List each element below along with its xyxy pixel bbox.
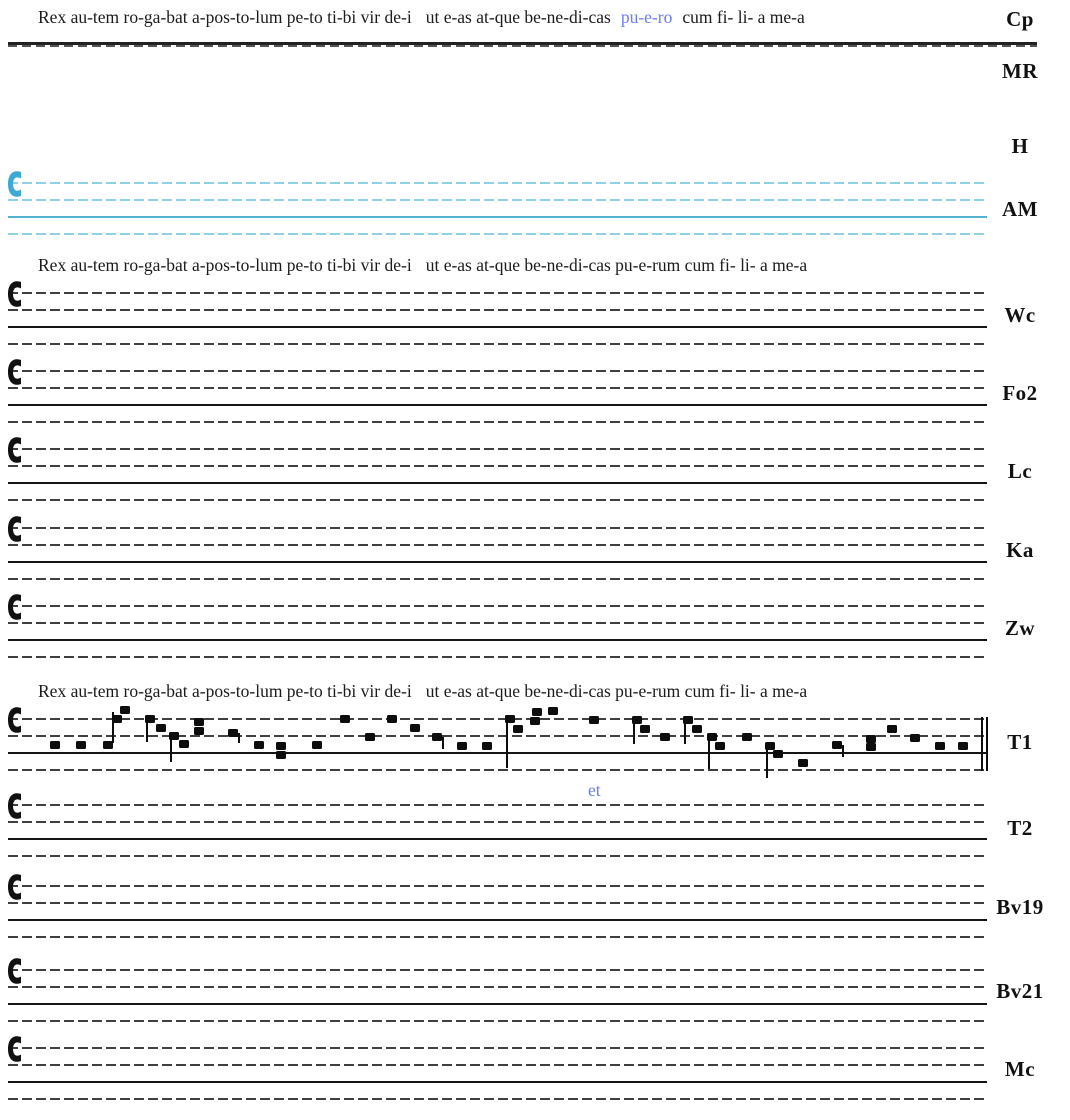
lyric-line-t1 [38, 680, 807, 702]
source-label-Lc: Lc [1007, 459, 1033, 483]
square-note [76, 741, 86, 749]
square-note [958, 742, 968, 750]
square-note [935, 742, 945, 750]
source-label-Ka: Ka [1006, 538, 1034, 562]
lyric-text: ut e-as at-que be-ne-di-cas pu-e-rum cum fi- li- a me-a [425, 681, 808, 701]
source-label-T1: T1 [1007, 730, 1033, 754]
source-label-MR: MR [1002, 59, 1038, 83]
staff-line-Lc-4 [8, 499, 987, 501]
final-barline [981, 717, 983, 771]
source-label-Bv21: Bv21 [996, 979, 1044, 1003]
square-note [312, 741, 322, 749]
staff-line-T2-2 [8, 821, 987, 823]
staff-line-Fo2-1 [8, 370, 987, 372]
staff-line-Wc-2 [8, 309, 987, 311]
source-label-Bv19: Bv19 [996, 895, 1044, 919]
staff-line-T1-2 [8, 735, 987, 737]
square-note [50, 741, 60, 749]
staff-line-Zw-2 [8, 622, 987, 624]
staff-line-Bv19-1 [8, 885, 987, 887]
staff-line-Bv19-3 [8, 919, 987, 921]
staff-line-Fo2-3 [8, 404, 987, 406]
square-note [457, 742, 467, 750]
c-clef-icon-Wc [8, 279, 21, 314]
staff-line-Zw-3 [8, 639, 987, 641]
square-note [194, 727, 204, 735]
lyric-text: Rex au-tem ro-ga-bat a-pos-to-lum pe-to ti-bi vir de-i [38, 7, 412, 27]
staff-line-Bv19-4 [8, 936, 987, 938]
staff-line-Lc-2 [8, 465, 987, 467]
square-note [254, 741, 264, 749]
square-note [866, 735, 876, 743]
staff-line-T2-3 [8, 838, 987, 840]
c-clef-icon-Mc [8, 1034, 21, 1069]
square-note [640, 725, 650, 733]
lyric-line-t2_et [588, 779, 601, 801]
note-stem [442, 737, 444, 749]
square-note [228, 729, 238, 737]
note-stem [170, 736, 172, 762]
square-note [532, 708, 542, 716]
square-note [432, 733, 442, 741]
note-stem [708, 737, 710, 769]
square-note [387, 715, 397, 723]
square-note [589, 716, 599, 724]
staff-line-Mc-3 [8, 1081, 987, 1083]
staff-line-Ka-3 [8, 561, 987, 563]
staff-line-Lc-1 [8, 448, 987, 450]
source-label-Fo2: Fo2 [1002, 381, 1038, 405]
staff-line-Fo2-4 [8, 421, 987, 423]
staff-line-T1-3 [8, 752, 987, 754]
c-clef-icon-Zw [8, 592, 21, 627]
lyric-text: Rex au-tem ro-ga-bat a-pos-to-lum pe-to ti-bi vir de-i [38, 681, 412, 701]
staff-line-Ka-2 [8, 544, 987, 546]
square-note [530, 717, 540, 725]
source-label-AM: AM [1002, 197, 1038, 221]
square-note [482, 742, 492, 750]
square-note [715, 742, 725, 750]
lyric-variant-highlight[interactable]: et [588, 780, 601, 800]
lyric-text: ut e-as at-que be-ne-di-cas pu-e-rum cum fi- li- a me-a [425, 255, 808, 275]
square-note [832, 741, 842, 749]
lyric-text: Rex au-tem ro-ga-bat a-pos-to-lum pe-to ti-bi vir de-i [38, 255, 412, 275]
square-note [276, 742, 286, 750]
staff-line-Bv21-4 [8, 1020, 987, 1022]
staff-line-Mc-2 [8, 1064, 987, 1066]
staff-line-AM-4 [8, 233, 987, 235]
note-stem [238, 733, 240, 743]
square-note [179, 740, 189, 748]
note-stem [842, 745, 844, 757]
square-note [742, 733, 752, 741]
lyric-line-wc [38, 254, 807, 276]
source-label-H: H [1011, 134, 1029, 158]
source-label-T2: T2 [1007, 816, 1033, 840]
staff-line-Bv19-2 [8, 902, 987, 904]
lyric-text: ut e-as at-que be-ne-di-cas [425, 7, 611, 27]
c-clef-icon-Fo2 [8, 357, 21, 392]
staff-line-T2-4 [8, 855, 987, 857]
lyric-text: cum fi- li- a me-a [682, 7, 805, 27]
source-label-Zw: Zw [1004, 616, 1036, 640]
c-clef-icon-T1 [8, 705, 21, 740]
note-stem [112, 712, 114, 743]
square-note [156, 724, 166, 732]
c-clef-icon-Ka [8, 514, 21, 549]
note-stem [684, 720, 686, 744]
lyric-variant-highlight[interactable]: pu-e-ro [620, 7, 673, 27]
square-note [660, 733, 670, 741]
staff-line-AM-1 [8, 182, 987, 184]
staff-line-T1-4 [8, 769, 987, 771]
square-note [410, 724, 420, 732]
square-note [120, 706, 130, 714]
square-note [365, 733, 375, 741]
staff-line-Wc-4 [8, 343, 987, 345]
c-clef-icon-Bv19 [8, 872, 21, 907]
c-clef-icon-T2 [8, 791, 21, 826]
square-note [773, 750, 783, 758]
source-label-Wc: Wc [1004, 303, 1036, 327]
source-label-Cp: Cp [1006, 7, 1034, 31]
source-label-Mc: Mc [1004, 1057, 1036, 1081]
staff-line-T2-1 [8, 804, 987, 806]
square-note [887, 725, 897, 733]
square-note [548, 707, 558, 715]
staff-line-Mc-1 [8, 1047, 987, 1049]
square-note [866, 743, 876, 751]
note-stem [633, 720, 635, 744]
final-barline [986, 717, 988, 771]
staff-line-AM-3 [8, 216, 987, 218]
staff-line-Wc-3 [8, 326, 987, 328]
lyric-line-cp [38, 6, 805, 28]
square-note [692, 725, 702, 733]
text-underline-rule-dashed [8, 45, 1037, 47]
staff-line-Wc-1 [8, 292, 987, 294]
staff-line-AM-2 [8, 199, 987, 201]
staff-line-Zw-1 [8, 605, 987, 607]
square-note [276, 751, 286, 759]
staff-line-Zw-4 [8, 656, 987, 658]
c-clef-icon-Lc [8, 435, 21, 470]
note-stem [146, 719, 148, 742]
note-stem [766, 746, 768, 778]
staff-line-Bv21-1 [8, 969, 987, 971]
square-note [513, 725, 523, 733]
c-clef-icon-Bv21 [8, 956, 21, 991]
staff-line-Bv21-2 [8, 986, 987, 988]
staff-line-Bv21-3 [8, 1003, 987, 1005]
staff-line-Mc-4 [8, 1098, 987, 1100]
c-clef-icon-AM [8, 169, 21, 204]
staff-line-Lc-3 [8, 482, 987, 484]
staff-line-Ka-4 [8, 578, 987, 580]
square-note [910, 734, 920, 742]
square-note [194, 718, 204, 726]
staff-line-Ka-1 [8, 527, 987, 529]
note-stem [506, 719, 508, 768]
staff-line-Fo2-2 [8, 387, 987, 389]
square-note [340, 715, 350, 723]
square-note [798, 759, 808, 767]
